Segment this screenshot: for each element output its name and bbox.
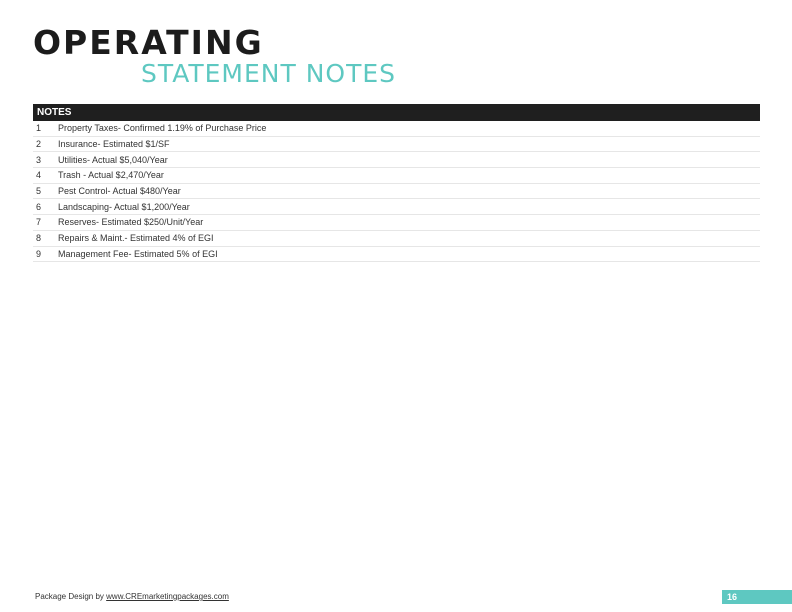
- page-title: OPERATING: [33, 23, 264, 62]
- row-number: 5: [36, 186, 42, 197]
- row-text: Management Fee- Estimated 5% of EGI: [58, 248, 218, 259]
- row-text: Utilities- Actual $5,040/Year: [58, 154, 168, 165]
- table-row: [33, 152, 760, 168]
- footer-credit: [35, 592, 229, 601]
- table-row: [33, 137, 760, 153]
- row-number: 8: [36, 233, 42, 244]
- page-subtitle: STATEMENT NOTES: [141, 59, 397, 88]
- row-number: 1: [36, 123, 42, 134]
- row-text: Reserves- Estimated $250/Unit/Year: [58, 217, 204, 228]
- table-row: [33, 168, 760, 184]
- notes-table: [33, 104, 760, 262]
- table-row: [33, 247, 760, 263]
- row-text: Pest Control- Actual $480/Year: [58, 186, 181, 197]
- table-row: [33, 184, 760, 200]
- footer-credit-link[interactable]: www.CREmarketingpackages.com: [106, 592, 229, 601]
- table-row: [33, 199, 760, 215]
- table-row: [33, 215, 760, 231]
- row-text: Repairs & Maint.- Estimated 4% of EGI: [58, 233, 214, 244]
- page-number-badge: 16: [722, 590, 792, 604]
- row-number: 2: [36, 139, 42, 150]
- row-text: Trash - Actual $2,470/Year: [58, 170, 164, 181]
- row-number: 9: [36, 248, 42, 259]
- table-row: [33, 231, 760, 247]
- row-number: 6: [36, 201, 42, 212]
- notes-table-header: NOTES: [33, 104, 760, 121]
- row-text: Landscaping- Actual $1,200/Year: [58, 201, 190, 212]
- row-text: Insurance- Estimated $1/SF: [58, 139, 170, 150]
- row-text: Property Taxes- Confirmed 1.19% of Purchase Price: [58, 123, 267, 134]
- row-number: 4: [36, 170, 42, 181]
- row-number: 3: [36, 154, 42, 165]
- table-row: [33, 121, 760, 137]
- footer-credit-prefix: Package Design by: [35, 592, 107, 601]
- row-number: 7: [36, 217, 42, 228]
